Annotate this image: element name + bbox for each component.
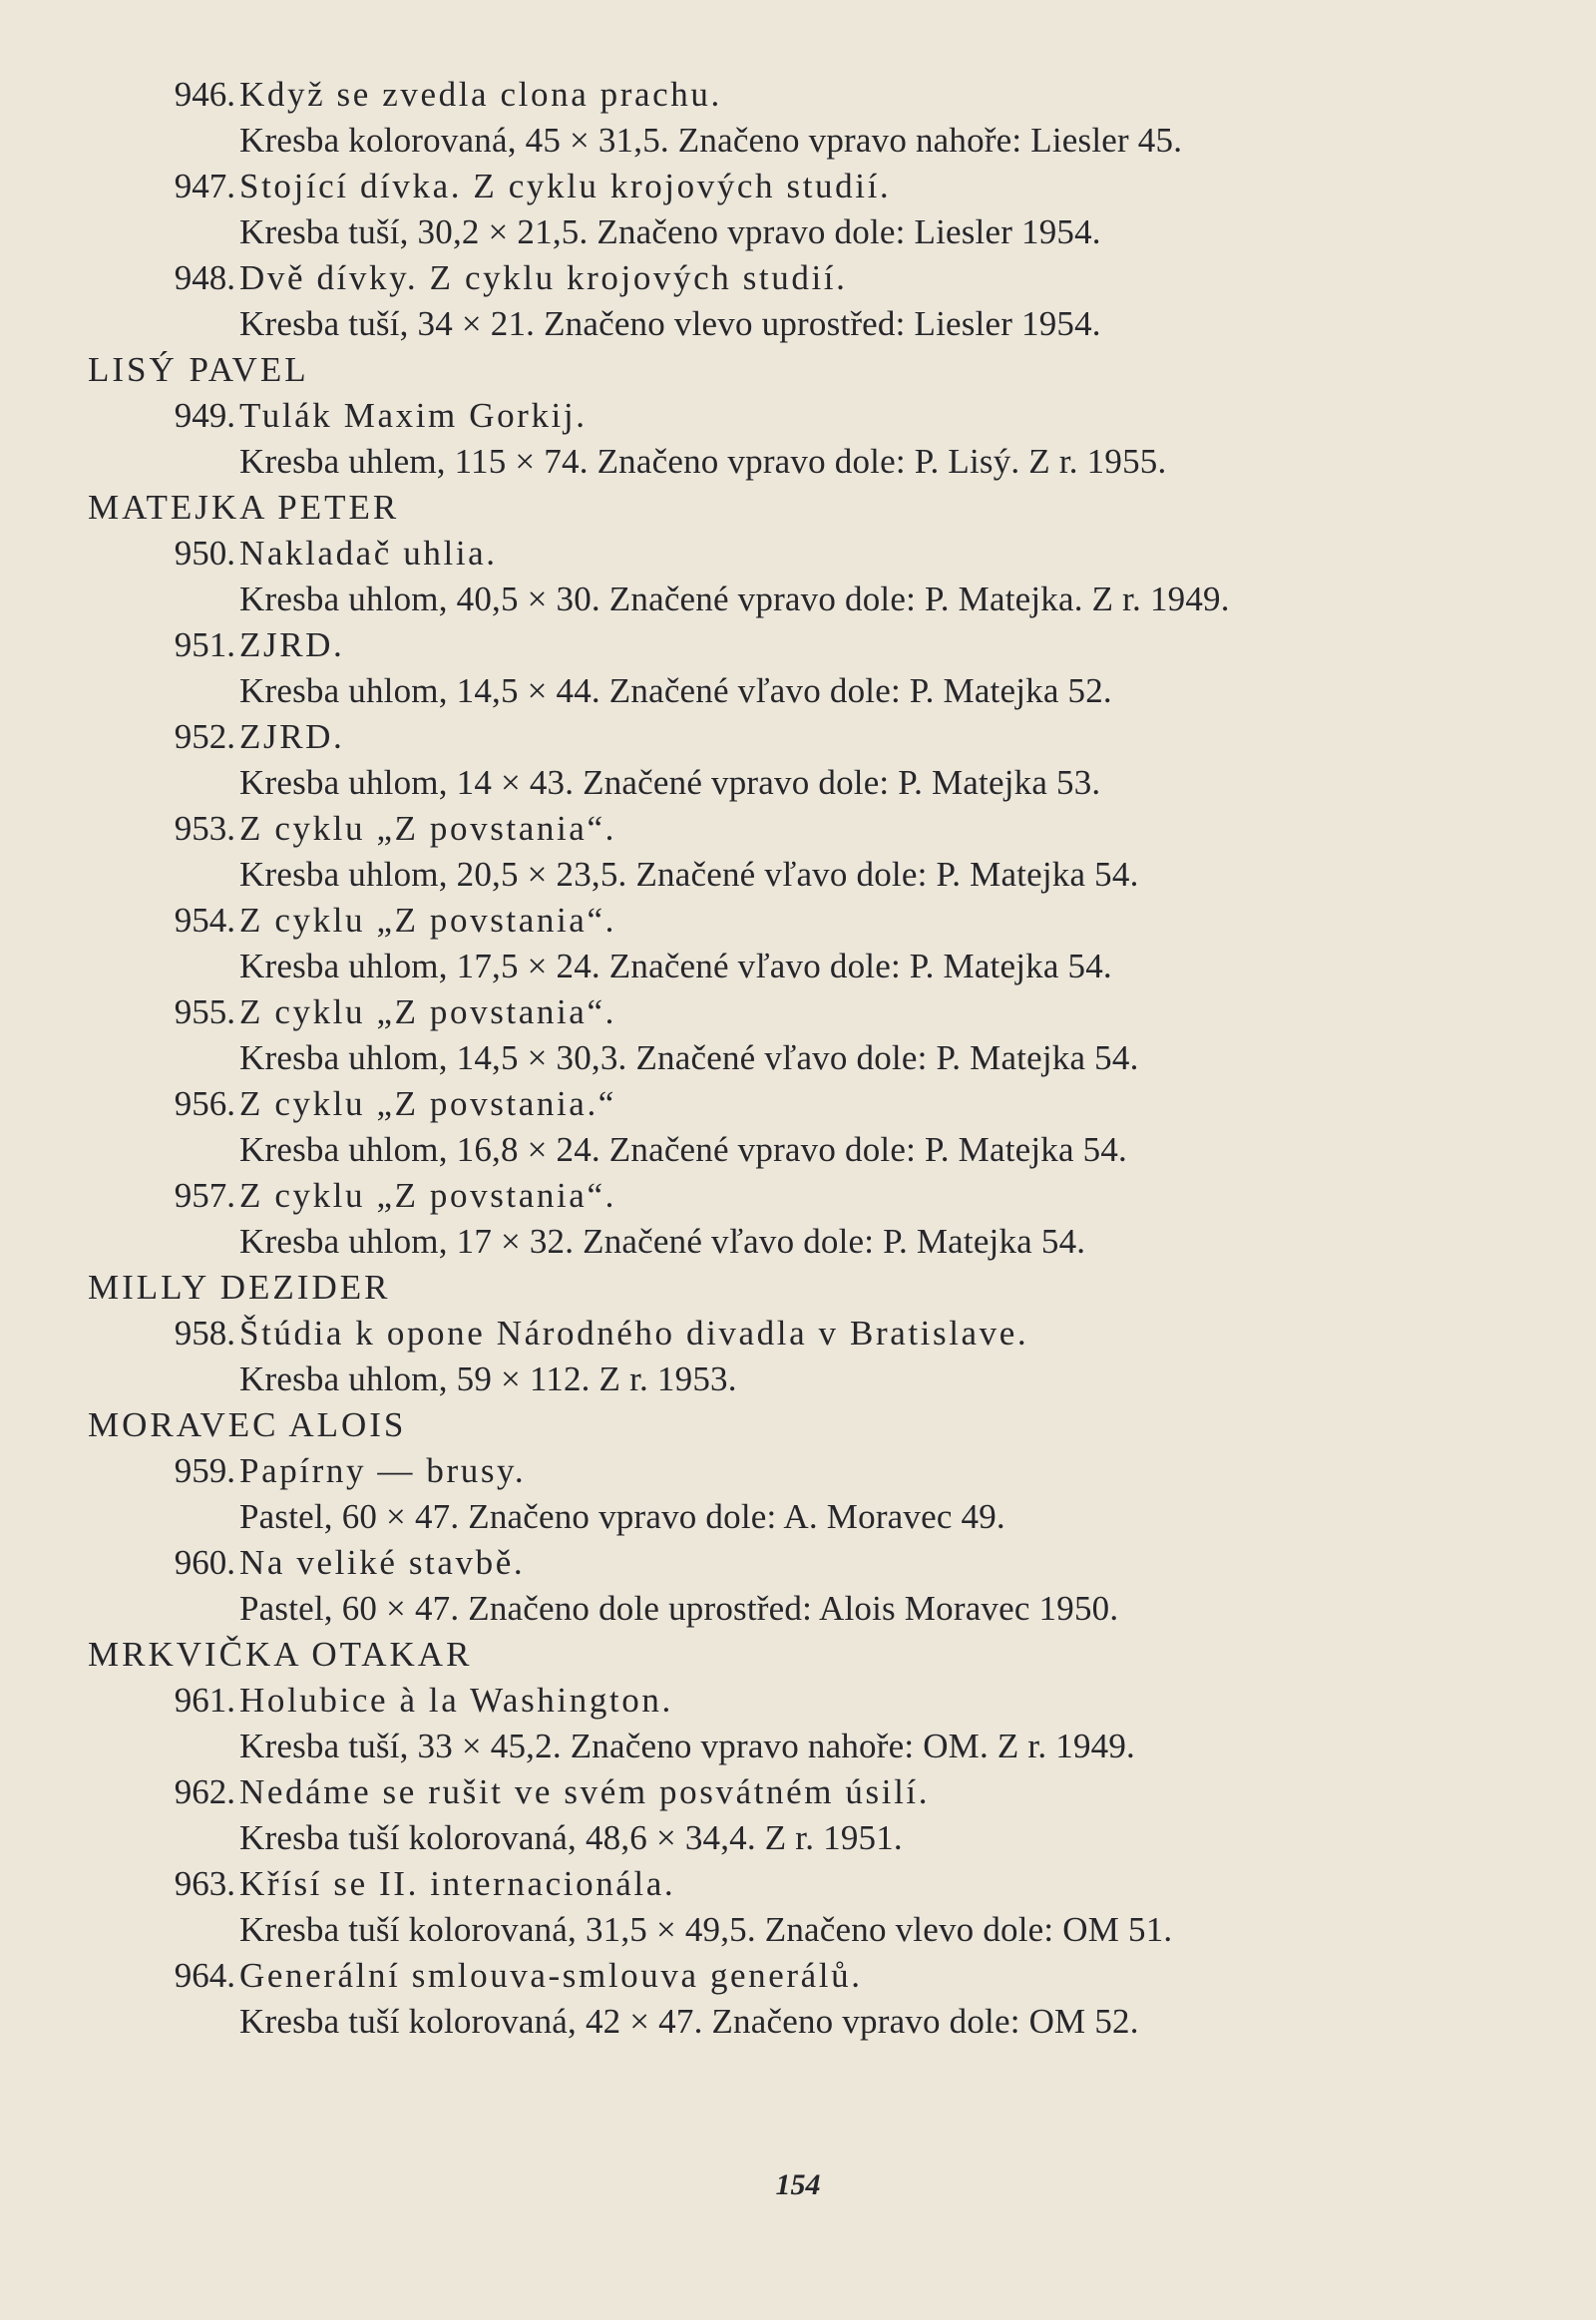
entry-title: Z cyklu „Z povstania“. [239, 992, 616, 1031]
author-heading: MATEJKA PETER [88, 488, 400, 527]
entry-number: 954. [174, 901, 235, 940]
entry-title-row [88, 1081, 1504, 1127]
entry-description: Kresba tuší kolorovaná, 48,6 × 34,4. Z r. 1951. [239, 1818, 903, 1857]
entry-title: Z cyklu „Z povstania.“ [239, 1084, 616, 1123]
entry-title: Nakladač uhlia. [239, 534, 498, 573]
entry-title-row [88, 531, 1504, 577]
entry-description: Kresba uhlem, 115 × 74. Značeno vpravo dole: P. Lisý. Z r. 1955. [239, 442, 1167, 481]
entry-title-row [88, 714, 1504, 760]
entry-description: Kresba tuší, 33 × 45,2. Značeno vpravo nahoře: OM. Z r. 1949. [239, 1727, 1136, 1765]
entry-title-row [88, 622, 1504, 668]
entry-title: Dvě dívky. Z cyklu krojových studií. [239, 258, 848, 297]
catalog-entry [88, 1953, 1504, 2045]
entry-number: 955. [174, 992, 235, 1031]
catalog-entry [88, 1173, 1504, 1265]
entry-number: 948. [174, 258, 235, 297]
entry-description: Kresba tuší kolorovaná, 42 × 47. Značeno vpravo dole: OM 52. [239, 2002, 1139, 2041]
entry-description: Kresba tuší, 30,2 × 21,5. Značeno vpravo dole: Liesler 1954. [239, 212, 1101, 251]
entry-title: Stojící dívka. Z cyklu krojových studií. [239, 167, 892, 205]
catalog-entry [88, 622, 1504, 714]
entry-title-row [88, 1678, 1504, 1724]
entry-description: Kresba tuší kolorovaná, 31,5 × 49,5. Značeno vlevo dole: OM 51. [239, 1910, 1173, 1949]
entry-number: 950. [174, 534, 235, 573]
catalog-entry [88, 1769, 1504, 1861]
catalog-entry [88, 1540, 1504, 1632]
entry-title: Z cyklu „Z povstania“. [239, 1176, 616, 1215]
catalog-entry [88, 1311, 1504, 1402]
entry-description: Kresba uhlom, 17,5 × 24. Značené vľavo dole: P. Matejka 54. [239, 947, 1112, 985]
entry-title: Generální smlouva-smlouva generálů. [239, 1956, 863, 1995]
catalog-entry [88, 1448, 1504, 1540]
entry-title: ZJRD. [239, 625, 345, 664]
entry-number: 956. [174, 1084, 235, 1123]
entry-title-row [88, 255, 1504, 301]
entry-title-row [88, 806, 1504, 852]
catalog-list [88, 72, 1504, 2045]
entry-title-row [88, 72, 1504, 118]
entry-title: Papírny — brusy. [239, 1451, 527, 1490]
entry-number: 964. [174, 1956, 235, 1995]
entry-number: 951. [174, 625, 235, 664]
catalog-entry [88, 164, 1504, 255]
entry-number: 949. [174, 396, 235, 435]
entry-number: 959. [174, 1451, 235, 1490]
catalog-entry [88, 1081, 1504, 1173]
entry-number: 960. [174, 1543, 235, 1582]
author-heading: LISÝ PAVEL [88, 350, 309, 389]
entry-title-row [88, 1953, 1504, 1999]
entry-number: 962. [174, 1772, 235, 1811]
author-heading: MILLY DEZIDER [88, 1268, 391, 1307]
entry-title: Když se zvedla clona prachu. [239, 75, 722, 114]
entry-title: Nedáme se rušit ve svém posvátném úsilí. [239, 1772, 931, 1811]
entry-title: Na veliké stavbě. [239, 1543, 526, 1582]
catalog-entry [88, 806, 1504, 898]
entry-description: Kresba uhlom, 20,5 × 23,5. Značené vľavo dole: P. Matejka 54. [239, 855, 1139, 894]
entry-title-row [88, 393, 1504, 439]
catalog-entry [88, 531, 1504, 622]
entry-description: Kresba uhlom, 17 × 32. Značené vľavo dole: P. Matejka 54. [239, 1222, 1086, 1261]
entry-title: Z cyklu „Z povstania“. [239, 809, 616, 848]
entry-title-row [88, 1769, 1504, 1815]
entry-number: 947. [174, 167, 235, 205]
entry-title-row [88, 1540, 1504, 1586]
catalog-entry [88, 72, 1504, 164]
catalog-entry [88, 1861, 1504, 1953]
entry-title-row [88, 898, 1504, 944]
entry-title: Štúdia k opone Národného divadla v Bratislave. [239, 1314, 1029, 1353]
entry-number: 958. [174, 1314, 235, 1353]
entry-description: Kresba kolorovaná, 45 × 31,5. Značeno vpravo nahoře: Liesler 45. [239, 121, 1183, 160]
entry-description: Pastel, 60 × 47. Značeno vpravo dole: A. Moravec 49. [239, 1497, 1005, 1536]
entry-number: 961. [174, 1681, 235, 1720]
entry-title-row [88, 1448, 1504, 1494]
entry-title-row [88, 164, 1504, 209]
entry-number: 957. [174, 1176, 235, 1215]
entry-number: 952. [174, 717, 235, 756]
entry-title: Holubice à la Washington. [239, 1681, 673, 1720]
entry-description: Kresba uhlom, 14,5 × 44. Značené vľavo dole: P. Matejka 52. [239, 671, 1112, 710]
entry-description: Kresba uhlom, 14 × 43. Značené vpravo dole: P. Matejka 53. [239, 763, 1101, 802]
catalog-entry [88, 898, 1504, 989]
catalog-entry [88, 393, 1504, 485]
catalog-entry [88, 1678, 1504, 1769]
entry-title-row [88, 1861, 1504, 1907]
entry-description: Pastel, 60 × 47. Značeno dole uprostřed: Alois Moravec 1950. [239, 1589, 1119, 1628]
entry-number: 946. [174, 75, 235, 114]
entry-description: Kresba uhlom, 59 × 112. Z r. 1953. [239, 1359, 737, 1398]
entry-description: Kresba tuší, 34 × 21. Značeno vlevo uprostřed: Liesler 1954. [239, 304, 1101, 343]
entry-description: Kresba uhlom, 14,5 × 30,3. Značené vľavo dole: P. Matejka 54. [239, 1038, 1139, 1077]
entry-number: 963. [174, 1864, 235, 1903]
entry-title: Tulák Maxim Gorkij. [239, 396, 588, 435]
entry-description: Kresba uhlom, 40,5 × 30. Značené vpravo dole: P. Matejka. Z r. 1949. [239, 580, 1230, 618]
entry-description: Kresba uhlom, 16,8 × 24. Značené vpravo dole: P. Matejka 54. [239, 1130, 1128, 1169]
catalog-entry [88, 989, 1504, 1081]
catalog-entry [88, 714, 1504, 806]
entry-title: Křísí se II. internacionála. [239, 1864, 676, 1903]
author-heading: MORAVEC ALOIS [88, 1405, 407, 1444]
catalog-entry [88, 255, 1504, 347]
entry-title-row [88, 1173, 1504, 1219]
page-number: 154 [775, 2168, 821, 2201]
author-heading: MRKVIČKA OTAKAR [88, 1635, 473, 1674]
entry-title-row [88, 1311, 1504, 1356]
entry-number: 953. [174, 809, 235, 848]
entry-title-row [88, 989, 1504, 1035]
entry-title: Z cyklu „Z povstania“. [239, 901, 616, 940]
entry-title: ZJRD. [239, 717, 345, 756]
